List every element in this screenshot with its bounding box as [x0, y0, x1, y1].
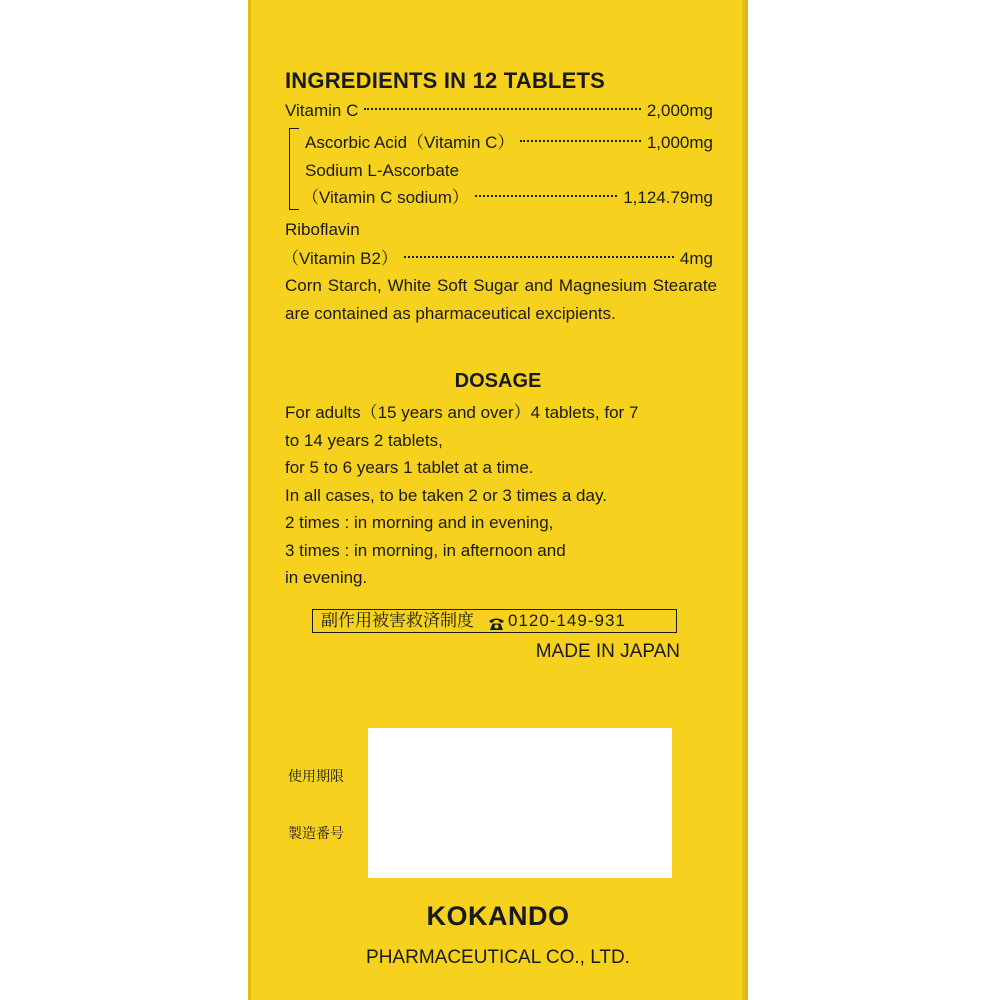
vitamin-c-label: Vitamin C [285, 101, 359, 120]
dosage-line: to 14 years 2 tablets, [285, 430, 443, 450]
leader-dots [364, 108, 640, 110]
panel-left-edge [248, 0, 251, 1000]
dosage-text [285, 399, 638, 592]
riboflavin-name: Riboflavin [285, 220, 360, 239]
package-back-panel [248, 0, 748, 1000]
riboflavin-label: （Vitamin B2） [282, 249, 398, 268]
company-subtitle: PHARMACEUTICAL CO., LTD. [366, 947, 630, 968]
sodium-ascorbate-name: Sodium L-Ascorbate [305, 161, 460, 180]
telephone-icon [488, 614, 505, 628]
dosage-line: for 5 to 6 years 1 tablet at a time. [285, 458, 534, 477]
expiry-label: 使用期限 [288, 768, 344, 784]
relief-system-box [312, 609, 677, 633]
made-in-japan: MADE IN JAPAN [535, 641, 680, 662]
excipients-text: Corn Starch, White Soft Sugar and Magnesium Stearate are contained as pharmaceutical excipients. [285, 276, 717, 323]
dosage-line: in evening. [285, 568, 368, 587]
sodium-ascorbate-amount: 1,124.79mg [623, 188, 713, 207]
riboflavin-row [282, 246, 713, 272]
ascorbic-acid-row [305, 130, 713, 156]
sodium-ascorbate-row [302, 185, 713, 211]
relief-phone-number: 0120-149-931 [508, 611, 626, 630]
company-name: KOKANDO [426, 901, 570, 931]
vitamin-c-row [285, 98, 713, 124]
leader-dots [404, 256, 674, 258]
ascorbic-acid-amount: 1,000mg [646, 133, 713, 152]
leader-dots [475, 195, 617, 197]
relief-system-label: 副作用被害救済制度 [321, 611, 474, 630]
dosage-line: 2 times : in morning and in evening, [285, 513, 554, 532]
ascorbic-acid-label: Ascorbic Acid（Vitamin C） [305, 133, 515, 152]
dosage-line: For adults（15 years and over）4 tablets, for 7 [285, 403, 639, 422]
sub-ingredient-bracket [289, 128, 299, 210]
relief-phone [488, 609, 626, 633]
leader-dots [520, 140, 640, 142]
dosage-line: In all cases, to be taken 2 or 3 times a day. [285, 485, 607, 505]
sodium-ascorbate-label: （Vitamin C sodium） [302, 188, 469, 207]
expiry-lot-print-area [368, 728, 672, 878]
dosage-line: 3 times : in morning, in afternoon and [285, 540, 566, 560]
riboflavin-amount: 4mg [679, 249, 713, 268]
lot-number-label: 製造番号 [288, 825, 344, 841]
ingredients-heading: INGREDIENTS IN 12 TABLETS [285, 68, 605, 93]
panel-right-edge [742, 0, 748, 1000]
dosage-heading: DOSAGE [454, 370, 542, 392]
vitamin-c-amount: 2,000mg [646, 101, 713, 120]
